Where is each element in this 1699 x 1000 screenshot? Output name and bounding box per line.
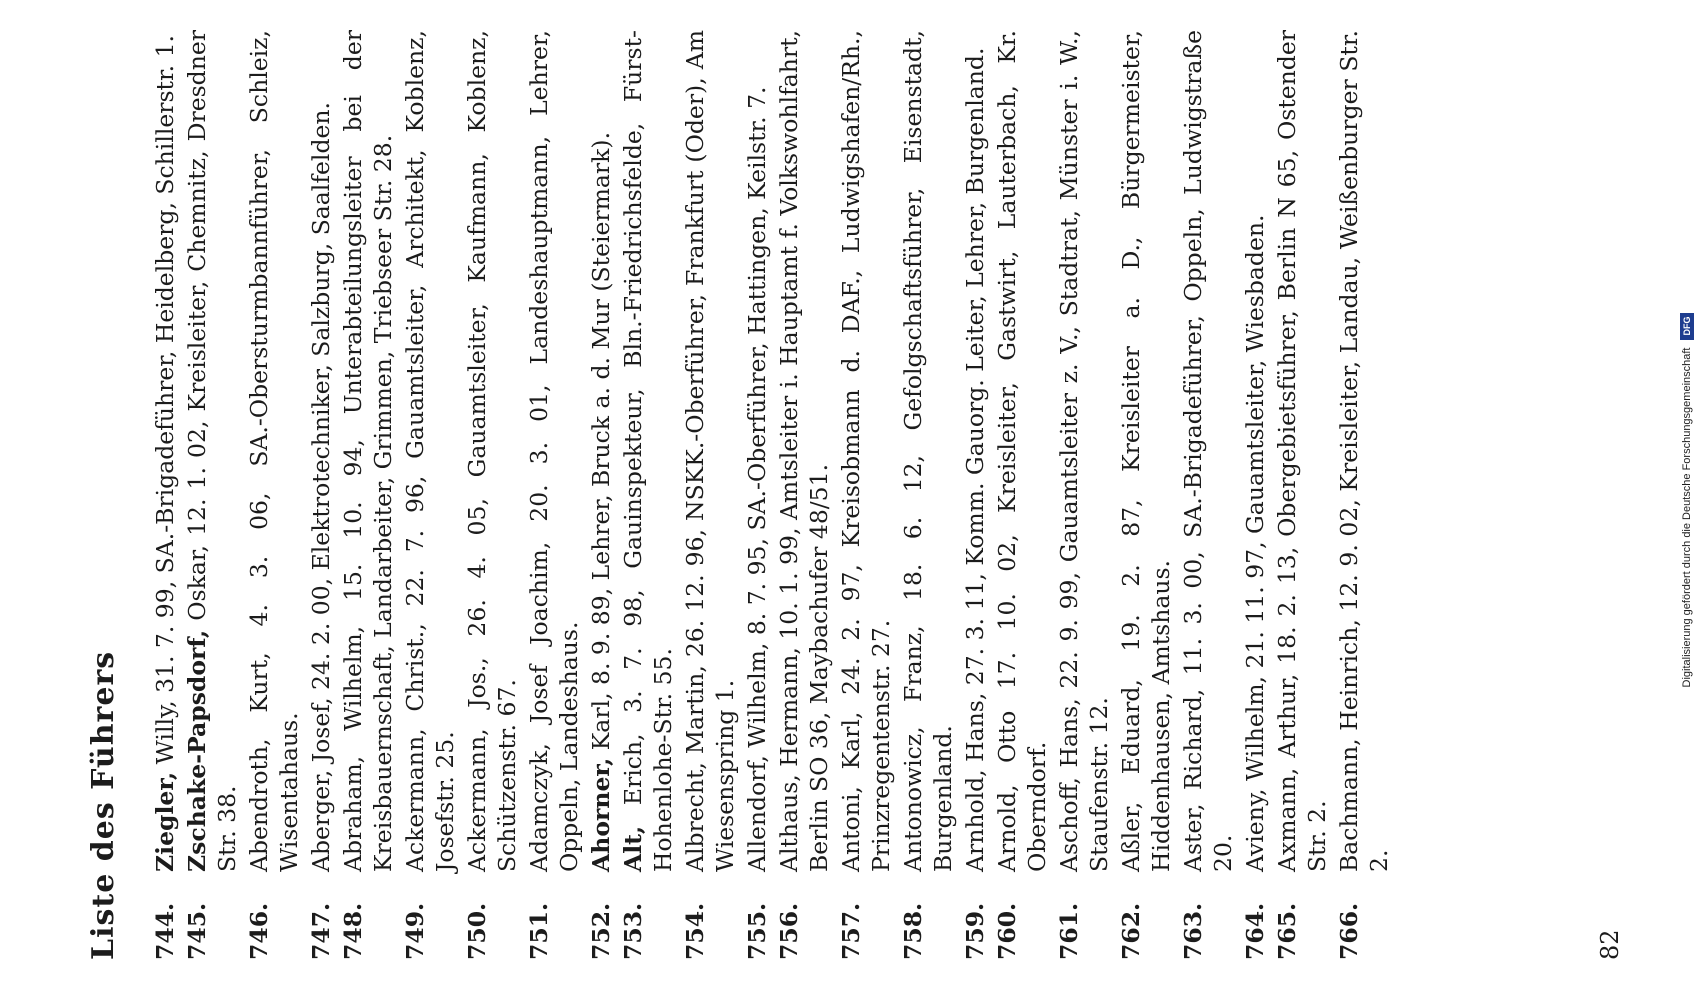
list-item — [306, 30, 336, 960]
entry-text — [244, 30, 304, 872]
entry-details: Bachmann, Heinrich, 12. 9. 02, Kreisleiter, Landau, Weißenburger Str. 2. — [1335, 30, 1393, 872]
list-item — [524, 30, 584, 960]
entry-text — [680, 30, 740, 872]
entry-number: 754. — [681, 902, 709, 960]
list-item — [1334, 30, 1394, 960]
entry-number: 755. — [743, 902, 771, 960]
list-item — [462, 30, 522, 960]
entry-details: Aßler, Eduard, 19. 2. 87, Kreisleiter a. D., Bürgermeister, Hiddenhausen, Amtshaus. — [1117, 30, 1175, 872]
entry-details: Aberger, Josef, 24. 2. 00, Elektrotechniker, Salzburg, Saalfelden. — [307, 101, 335, 872]
entry-surname: Zschake-Papsdorf, — [183, 629, 211, 872]
entry-number: 753. — [619, 902, 647, 960]
list-item — [618, 30, 678, 960]
list-item — [774, 30, 834, 960]
entry-number: 761. — [1055, 902, 1083, 960]
list-item — [992, 30, 1052, 960]
entry-text — [462, 30, 522, 872]
entry-details: Abendroth, Kurt, 4. 3. 06, SA.-Obersturmbannführer, Schleiz, Wisentahaus. — [245, 30, 303, 872]
entry-details: Erich, 3. 7. 98, Gauinspekteur, Bln.-Friedrichsfelde, Fürst-Hohenlohe-Str. 55. — [619, 30, 677, 872]
entry-text — [1272, 30, 1332, 872]
entry-text — [1334, 30, 1394, 872]
entry-surname: Ahorner, — [587, 757, 615, 872]
list-item — [244, 30, 304, 960]
entry-details: Karl, 8. 9. 89, Lehrer, Bruck a. d. Mur (Steiermark). — [587, 131, 615, 751]
list-item — [960, 30, 990, 960]
entry-number: 750. — [463, 902, 491, 960]
entry-text — [400, 30, 460, 872]
entry-text — [774, 30, 834, 872]
list-item — [1054, 30, 1114, 960]
entry-number: 759. — [961, 902, 989, 960]
entry-details: Antoni, Karl, 24. 2. 97, Kreisobmann d. DAF., Ludwigshafen/Rh., Prinzregentenstr. 27. — [837, 30, 895, 872]
entry-text — [992, 30, 1052, 872]
page-heading: Liste des Führers — [86, 650, 121, 960]
entry-details: Albrecht, Martin, 26. 12. 96, NSKK.-Oberführer, Frankfurt (Oder), Am Wiesenspring 1. — [681, 30, 739, 872]
entry-text — [150, 30, 180, 872]
entry-details: Aschoff, Hans, 22. 9. 99, Gauamtsleiter z. V., Stadtrat, Münster i. W., Staufenstr. 12. — [1055, 30, 1113, 872]
entry-number: 757. — [837, 902, 865, 960]
entry-text — [1240, 30, 1270, 872]
entry-details: Ackermann, Jos., 26. 4. 05, Gauamtsleiter, Kaufmann, Koblenz, Schützenstr. 67. — [463, 30, 521, 872]
dfg-logo: DFG — [1680, 313, 1694, 340]
entry-text — [960, 30, 990, 872]
list-item — [400, 30, 460, 960]
entry-text — [1116, 30, 1176, 872]
entry-text — [836, 30, 896, 872]
entry-text — [338, 30, 398, 872]
entry-surname: Ziegler, — [151, 771, 179, 872]
entry-details: Oskar, 12. 1. 02, Kreisleiter, Chemnitz, Dresdner Str. 38. — [183, 30, 241, 872]
entry-details: Axmann, Arthur, 18. 2. 13, Obergebietsführer, Berlin N 65, Ostender Str. 2. — [1273, 30, 1331, 872]
entry-number: 747. — [307, 902, 335, 960]
list-item — [1116, 30, 1176, 960]
entry-number: 746. — [245, 902, 273, 960]
entry-number: 762. — [1117, 902, 1145, 960]
entry-details: Althaus, Hermann, 10. 1. 99, Amtsleiter i. Hauptamt f. Volkswohlfahrt, Berlin SO 36, Maybachufer 48/51. — [775, 30, 833, 872]
entry-number: 745. — [183, 902, 211, 960]
list-item — [1272, 30, 1332, 960]
entry-number: 748. — [339, 902, 367, 960]
list-item — [898, 30, 958, 960]
digitization-note — [1680, 10, 1694, 990]
entry-surname: Alt, — [619, 825, 647, 872]
list-item — [1178, 30, 1238, 960]
list-item — [182, 30, 242, 960]
entry-details: Arnold, Otto 17. 10. 02, Kreisleiter, Gastwirt, Lauterbach, Kr. Oberndorf. — [993, 30, 1051, 872]
list-item — [1240, 30, 1270, 960]
list-item — [150, 30, 180, 960]
entry-text — [898, 30, 958, 872]
digitization-text: Digitalisierung gefördert durch die Deutsche Forschungsgemeinschaft — [1681, 347, 1693, 688]
page-number: 82 — [1596, 929, 1624, 960]
entry-number: 760. — [993, 902, 1021, 960]
entry-details: Arnhold, Hans, 27. 3. 11, Komm. Gauorg. Leiter, Lehrer, Burgenland. — [961, 47, 989, 872]
list-item — [586, 30, 616, 960]
entry-number: 764. — [1241, 902, 1269, 960]
entry-list — [150, 30, 1396, 960]
entry-details: Allendorf, Wilhelm, 8. 7. 95, SA.-Oberführer, Hattingen, Keilstr. 7. — [743, 86, 771, 872]
entry-details: Adamczyk, Josef Joachim, 20. 3. 01, Landeshauptmann, Lehrer, Oppeln, Landeshaus. — [525, 30, 583, 872]
list-item — [836, 30, 896, 960]
entry-details: Abraham, Wilhelm, 15. 10. 94, Unterabteilungsleiter bei der Kreisbauernschaft, Landarbeiter, Grimmen, Triebseer Str. 28. — [339, 30, 397, 872]
entry-details: Antonowicz, Franz, 18. 6. 12, Gefolgschaftsführer, Eisenstadt, Burgenland. — [899, 30, 957, 872]
entry-text — [618, 30, 678, 872]
entry-text — [306, 30, 336, 872]
entry-details: Willy, 31. 7. 99, SA.-Brigadeführer, Heidelberg, Schillerstr. 1. — [151, 34, 179, 765]
entry-number: 758. — [899, 902, 927, 960]
list-item — [742, 30, 772, 960]
entry-number: 744. — [151, 902, 179, 960]
entry-number: 751. — [525, 902, 553, 960]
entry-text — [1054, 30, 1114, 872]
entry-text — [586, 30, 616, 872]
entry-text — [182, 30, 242, 872]
list-item — [338, 30, 398, 960]
entry-number: 752. — [587, 902, 615, 960]
entry-text — [1178, 30, 1238, 872]
entry-number: 756. — [775, 902, 803, 960]
entry-number: 765. — [1273, 902, 1301, 960]
list-item — [680, 30, 740, 960]
entry-details: Avieny, Wilhelm, 21. 11. 97, Gauamtsleiter, Wiesbaden. — [1241, 214, 1269, 872]
entry-details: Ackermann, Christ., 22. 7. 96, Gauamtsleiter, Architekt, Koblenz, Josefstr. 25. — [401, 30, 459, 872]
entry-text — [524, 30, 584, 872]
entry-number: 766. — [1335, 902, 1363, 960]
entry-number: 749. — [401, 902, 429, 960]
entry-number: 763. — [1179, 902, 1207, 960]
entry-text — [742, 30, 772, 872]
entry-details: Aster, Richard, 11. 3. 00, SA.-Brigadeführer, Oppeln, Ludwigstraße 20. — [1179, 30, 1237, 872]
